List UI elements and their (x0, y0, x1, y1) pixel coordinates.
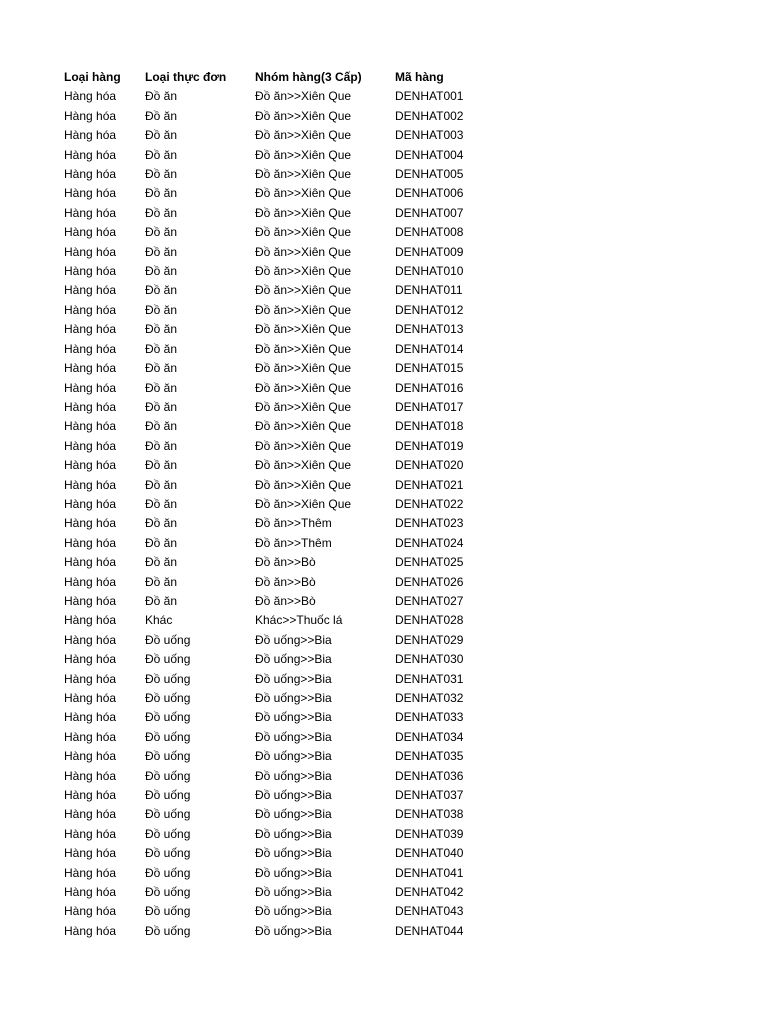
cell-ma-hang: DENHAT028 (395, 613, 464, 628)
table-row (64, 611, 485, 630)
cell-nhom-hang: Đồ ăn>>Xiên Que (255, 205, 352, 220)
cell-loai-hang: Hàng hóa (64, 826, 117, 841)
table-row (64, 281, 485, 300)
cell-loai-hang: Hàng hóa (64, 671, 117, 686)
cell-nhom-hang: Đồ uống>>Bia (255, 904, 332, 919)
cell-loai-hang: Hàng hóa (64, 768, 117, 783)
cell-loai-thuc-don: Đồ uống (145, 904, 191, 919)
cell-nhom-hang: Đồ ăn>>Xiên Que (255, 438, 352, 453)
cell-ma-hang: DENHAT035 (395, 749, 464, 764)
cell-loai-hang: Hàng hóa (64, 710, 117, 725)
table-row (64, 825, 485, 844)
cell-nhom-hang: Đồ uống>>Bia (255, 885, 332, 900)
table-row (64, 883, 485, 902)
cell-ma-hang: DENHAT003 (395, 128, 464, 143)
cell-ma-hang: DENHAT018 (395, 419, 464, 434)
cell-nhom-hang: Đồ uống>>Bia (255, 788, 332, 803)
cell-nhom-hang: Đồ ăn>>Thêm (255, 535, 332, 550)
cell-loai-hang: Hàng hóa (64, 108, 117, 123)
cell-loai-thuc-don: Đồ ăn (145, 555, 178, 570)
cell-ma-hang: DENHAT004 (395, 147, 464, 162)
table-row (64, 805, 485, 824)
cell-loai-thuc-don: Đồ ăn (145, 535, 178, 550)
table-row (64, 320, 485, 339)
cell-loai-thuc-don: Đồ ăn (145, 574, 178, 589)
table-row (64, 243, 485, 262)
cell-nhom-hang: Đồ ăn>>Xiên Que (255, 419, 352, 434)
table-row (64, 650, 485, 669)
table-row (64, 340, 485, 359)
cell-nhom-hang: Đồ ăn>>Xiên Que (255, 361, 352, 376)
cell-loai-thuc-don: Đồ ăn (145, 186, 178, 201)
cell-loai-hang: Hàng hóa (64, 788, 117, 803)
cell-loai-hang: Hàng hóa (64, 264, 117, 279)
cell-nhom-hang: Đồ uống>>Bia (255, 691, 332, 705)
cell-nhom-hang: Đồ ăn>>Bò (255, 574, 316, 589)
cell-loai-thuc-don: Đồ uống (145, 923, 191, 938)
cell-nhom-hang: Đồ uống>>Bia (255, 807, 332, 822)
cell-loai-thuc-don: Khác (145, 613, 173, 628)
cell-loai-hang: Hàng hóa (64, 419, 117, 434)
cell-ma-hang: DENHAT044 (395, 923, 464, 938)
cell-nhom-hang: Đồ ăn>>Xiên Que (255, 399, 352, 414)
cell-loai-thuc-don: Đồ uống (145, 768, 191, 783)
cell-loai-thuc-don: Đồ uống (145, 788, 191, 803)
cell-loai-thuc-don: Đồ uống (145, 632, 191, 647)
cell-loai-hang: Hàng hóa (64, 729, 117, 744)
cell-ma-hang: DENHAT033 (395, 710, 464, 725)
table-row (64, 476, 485, 495)
cell-ma-hang: DENHAT029 (395, 632, 464, 647)
cell-loai-thuc-don: Đồ ăn (145, 477, 178, 492)
cell-loai-hang: Hàng hóa (64, 691, 117, 705)
table-row (64, 534, 485, 553)
cell-loai-thuc-don: Đồ uống (145, 807, 191, 822)
header-ma-hang: Mã hàng (395, 70, 444, 84)
cell-loai-hang: Hàng hóa (64, 535, 117, 550)
table-row (64, 87, 485, 106)
cell-nhom-hang: Đồ ăn>>Xiên Que (255, 186, 352, 201)
cell-loai-hang: Hàng hóa (64, 225, 117, 240)
cell-loai-thuc-don: Đồ ăn (145, 361, 178, 376)
cell-ma-hang: DENHAT008 (395, 225, 464, 240)
cell-ma-hang: DENHAT023 (395, 516, 464, 531)
table-row (64, 437, 485, 456)
cell-loai-thuc-don: Đồ ăn (145, 380, 178, 395)
table-row (64, 204, 485, 223)
cell-ma-hang: DENHAT020 (395, 458, 464, 473)
cell-nhom-hang: Đồ ăn>>Xiên Que (255, 380, 352, 395)
cell-loai-thuc-don: Đồ ăn (145, 496, 178, 511)
header-nhom-hang: Nhóm hàng(3 Cấp) (255, 70, 362, 84)
cell-loai-thuc-don: Đồ ăn (145, 283, 178, 298)
cell-ma-hang: DENHAT014 (395, 341, 464, 356)
cell-ma-hang: DENHAT037 (395, 788, 464, 803)
cell-ma-hang: DENHAT039 (395, 826, 464, 841)
cell-loai-hang: Hàng hóa (64, 496, 117, 511)
cell-ma-hang: DENHAT041 (395, 865, 464, 880)
cell-loai-hang: Hàng hóa (64, 244, 117, 259)
table-row (64, 146, 485, 165)
cell-loai-hang: Hàng hóa (64, 205, 117, 220)
cell-loai-thuc-don: Đồ ăn (145, 341, 178, 356)
cell-nhom-hang: Đồ ăn>>Bò (255, 555, 316, 570)
cell-ma-hang: DENHAT021 (395, 477, 464, 492)
table-row (64, 262, 485, 281)
table-row (64, 864, 485, 883)
cell-nhom-hang: Đồ ăn>>Xiên Que (255, 302, 352, 317)
table-row (64, 398, 485, 417)
cell-loai-thuc-don: Đồ ăn (145, 438, 178, 453)
cell-ma-hang: DENHAT043 (395, 904, 464, 919)
cell-nhom-hang: Khác>>Thuốc lá (255, 613, 343, 628)
cell-loai-thuc-don: Đồ uống (145, 691, 191, 705)
cell-loai-hang: Hàng hóa (64, 186, 117, 201)
cell-loai-hang: Hàng hóa (64, 807, 117, 822)
cell-loai-hang: Hàng hóa (64, 885, 117, 900)
cell-ma-hang: DENHAT025 (395, 555, 464, 570)
cell-loai-thuc-don: Đồ uống (145, 826, 191, 841)
cell-ma-hang: DENHAT013 (395, 322, 464, 337)
cell-ma-hang: DENHAT040 (395, 846, 464, 861)
table-row (64, 747, 485, 766)
cell-ma-hang: DENHAT026 (395, 574, 464, 589)
cell-loai-hang: Hàng hóa (64, 283, 117, 298)
table-row (64, 670, 485, 689)
cell-loai-thuc-don: Đồ ăn (145, 205, 178, 220)
cell-ma-hang: DENHAT042 (395, 885, 464, 900)
cell-ma-hang: DENHAT016 (395, 380, 464, 395)
cell-ma-hang: DENHAT001 (395, 89, 464, 104)
table-row (64, 107, 485, 126)
cell-ma-hang: DENHAT009 (395, 244, 464, 259)
spreadsheet (64, 68, 485, 941)
cell-ma-hang: DENHAT002 (395, 108, 464, 123)
cell-ma-hang: DENHAT011 (395, 283, 463, 298)
table-row (64, 844, 485, 863)
table-row (64, 689, 485, 708)
cell-nhom-hang: Đồ ăn>>Xiên Que (255, 128, 352, 143)
cell-ma-hang: DENHAT032 (395, 691, 464, 705)
cell-loai-thuc-don: Đồ ăn (145, 108, 178, 123)
cell-ma-hang: DENHAT030 (395, 652, 464, 667)
cell-loai-hang: Hàng hóa (64, 574, 117, 589)
table-row (64, 417, 485, 436)
cell-loai-hang: Hàng hóa (64, 904, 117, 919)
cell-nhom-hang: Đồ ăn>>Xiên Que (255, 477, 352, 492)
cell-nhom-hang: Đồ uống>>Bia (255, 671, 332, 686)
cell-ma-hang: DENHAT005 (395, 167, 464, 182)
table-row (64, 165, 485, 184)
table-row (64, 922, 485, 941)
table-body (64, 87, 485, 941)
cell-loai-hang: Hàng hóa (64, 341, 117, 356)
cell-loai-thuc-don: Đồ ăn (145, 399, 178, 414)
cell-loai-hang: Hàng hóa (64, 128, 117, 143)
header-loai-hang: Loại hàng (64, 70, 121, 84)
cell-loai-thuc-don: Đồ uống (145, 652, 191, 667)
cell-loai-hang: Hàng hóa (64, 361, 117, 376)
cell-loai-thuc-don: Đồ uống (145, 671, 191, 686)
cell-loai-hang: Hàng hóa (64, 632, 117, 647)
table-row (64, 379, 485, 398)
cell-nhom-hang: Đồ uống>>Bia (255, 632, 332, 647)
cell-loai-thuc-don: Đồ ăn (145, 264, 178, 279)
cell-nhom-hang: Đồ ăn>>Xiên Que (255, 322, 352, 337)
cell-nhom-hang: Đồ ăn>>Xiên Que (255, 264, 352, 279)
cell-loai-hang: Hàng hóa (64, 399, 117, 414)
header-row (64, 68, 485, 87)
cell-nhom-hang: Đồ ăn>>Xiên Que (255, 225, 352, 240)
cell-ma-hang: DENHAT019 (395, 438, 464, 453)
cell-loai-hang: Hàng hóa (64, 477, 117, 492)
cell-loai-hang: Hàng hóa (64, 865, 117, 880)
cell-loai-thuc-don: Đồ ăn (145, 128, 178, 143)
cell-loai-hang: Hàng hóa (64, 167, 117, 182)
cell-ma-hang: DENHAT036 (395, 768, 464, 783)
table-row (64, 592, 485, 611)
cell-loai-hang: Hàng hóa (64, 147, 117, 162)
cell-loai-thuc-don: Đồ uống (145, 749, 191, 764)
cell-loai-thuc-don: Đồ ăn (145, 89, 178, 104)
cell-loai-thuc-don: Đồ ăn (145, 419, 178, 434)
cell-nhom-hang: Đồ ăn>>Xiên Que (255, 283, 352, 298)
cell-ma-hang: DENHAT007 (395, 205, 464, 220)
cell-ma-hang: DENHAT017 (395, 399, 464, 414)
cell-loai-hang: Hàng hóa (64, 516, 117, 531)
cell-ma-hang: DENHAT022 (395, 496, 464, 511)
cell-loai-thuc-don: Đồ ăn (145, 458, 178, 473)
cell-loai-hang: Hàng hóa (64, 749, 117, 764)
cell-loai-hang: Hàng hóa (64, 302, 117, 317)
cell-nhom-hang: Đồ ăn>>Xiên Que (255, 147, 352, 162)
cell-nhom-hang: Đồ uống>>Bia (255, 749, 332, 764)
table-row (64, 184, 485, 203)
table-row (64, 514, 485, 533)
cell-loai-hang: Hàng hóa (64, 380, 117, 395)
cell-nhom-hang: Đồ ăn>>Bò (255, 593, 316, 608)
cell-loai-thuc-don: Đồ uống (145, 865, 191, 880)
cell-ma-hang: DENHAT010 (395, 264, 464, 279)
table-row (64, 708, 485, 727)
table-row (64, 359, 485, 378)
cell-loai-thuc-don: Đồ ăn (145, 593, 178, 608)
cell-nhom-hang: Đồ ăn>>Xiên Que (255, 167, 352, 182)
cell-nhom-hang: Đồ uống>>Bia (255, 923, 332, 938)
cell-nhom-hang: Đồ uống>>Bia (255, 826, 332, 841)
table-row (64, 631, 485, 650)
cell-loai-hang: Hàng hóa (64, 652, 117, 667)
cell-nhom-hang: Đồ ăn>>Xiên Que (255, 89, 352, 104)
cell-nhom-hang: Đồ uống>>Bia (255, 710, 332, 725)
header-loai-thuc-don: Loại thực đơn (145, 70, 227, 84)
cell-ma-hang: DENHAT024 (395, 535, 464, 550)
table-row (64, 126, 485, 145)
cell-nhom-hang: Đồ uống>>Bia (255, 729, 332, 744)
cell-loai-thuc-don: Đồ ăn (145, 225, 178, 240)
cell-loai-hang: Hàng hóa (64, 923, 117, 938)
cell-loai-thuc-don: Đồ ăn (145, 147, 178, 162)
cell-nhom-hang: Đồ ăn>>Xiên Que (255, 458, 352, 473)
cell-loai-hang: Hàng hóa (64, 458, 117, 473)
table-row (64, 456, 485, 475)
cell-nhom-hang: Đồ uống>>Bia (255, 846, 332, 861)
cell-ma-hang: DENHAT038 (395, 807, 464, 822)
cell-loai-hang: Hàng hóa (64, 613, 117, 628)
cell-loai-thuc-don: Đồ ăn (145, 302, 178, 317)
table-row (64, 902, 485, 921)
table-row (64, 301, 485, 320)
cell-ma-hang: DENHAT027 (395, 593, 464, 608)
cell-ma-hang: DENHAT006 (395, 186, 464, 201)
table-row (64, 728, 485, 747)
cell-nhom-hang: Đồ ăn>>Thêm (255, 516, 332, 531)
cell-loai-thuc-don: Đồ ăn (145, 516, 178, 531)
cell-loai-thuc-don: Đồ uống (145, 846, 191, 861)
cell-nhom-hang: Đồ ăn>>Xiên Que (255, 496, 352, 511)
cell-ma-hang: DENHAT015 (395, 361, 464, 376)
cell-loai-hang: Hàng hóa (64, 89, 117, 104)
table-row (64, 767, 485, 786)
cell-nhom-hang: Đồ ăn>>Xiên Que (255, 244, 352, 259)
cell-loai-thuc-don: Đồ uống (145, 729, 191, 744)
cell-loai-hang: Hàng hóa (64, 846, 117, 861)
cell-ma-hang: DENHAT031 (395, 671, 464, 686)
cell-loai-hang: Hàng hóa (64, 555, 117, 570)
cell-nhom-hang: Đồ ăn>>Xiên Que (255, 341, 352, 356)
table-row (64, 495, 485, 514)
cell-nhom-hang: Đồ uống>>Bia (255, 768, 332, 783)
cell-loai-hang: Hàng hóa (64, 438, 117, 453)
cell-nhom-hang: Đồ uống>>Bia (255, 652, 332, 667)
product-table (64, 68, 485, 941)
cell-ma-hang: DENHAT012 (395, 302, 464, 317)
cell-loai-thuc-don: Đồ ăn (145, 244, 178, 259)
cell-ma-hang: DENHAT034 (395, 729, 464, 744)
table-row (64, 786, 485, 805)
cell-nhom-hang: Đồ ăn>>Xiên Que (255, 108, 352, 123)
cell-nhom-hang: Đồ uống>>Bia (255, 865, 332, 880)
cell-loai-thuc-don: Đồ uống (145, 885, 191, 900)
table-row (64, 223, 485, 242)
cell-loai-thuc-don: Đồ ăn (145, 167, 178, 182)
cell-loai-thuc-don: Đồ ăn (145, 322, 178, 337)
cell-loai-hang: Hàng hóa (64, 593, 117, 608)
cell-loai-thuc-don: Đồ uống (145, 710, 191, 725)
table-row (64, 553, 485, 572)
table-row (64, 573, 485, 592)
cell-loai-hang: Hàng hóa (64, 322, 117, 337)
